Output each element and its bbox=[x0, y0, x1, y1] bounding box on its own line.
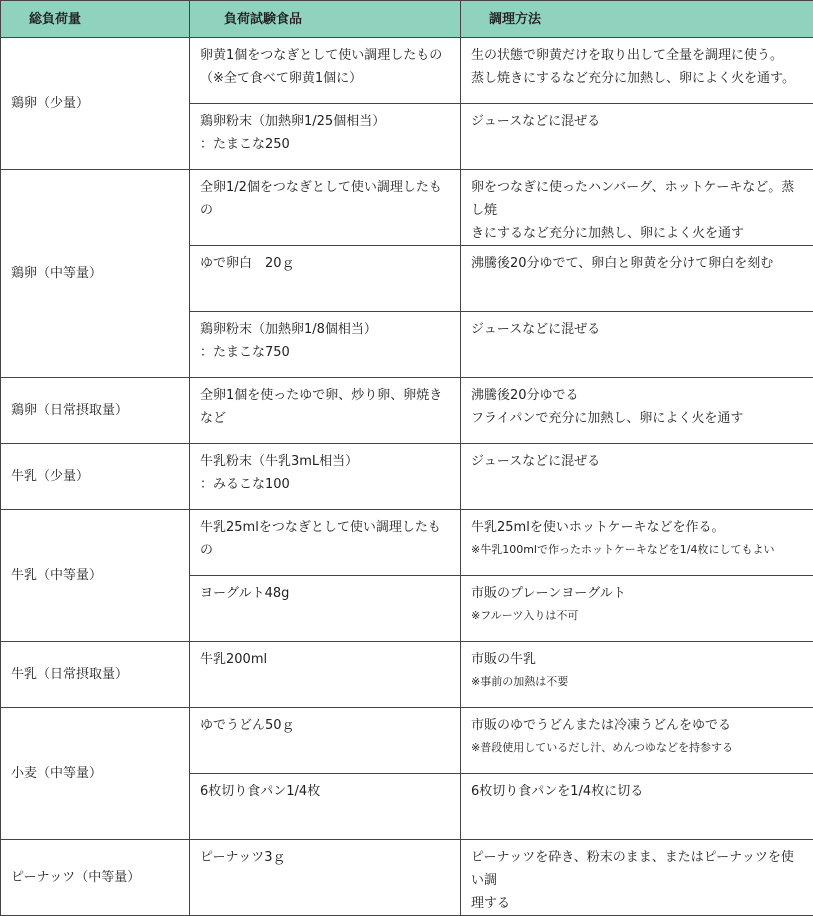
table-row bbox=[1, 444, 813, 510]
test-food-cell bbox=[190, 444, 461, 510]
cooking-method-line: ジュースなどに混ぜる bbox=[471, 318, 805, 341]
category-cell: ピーナッツ（中等量） bbox=[1, 840, 190, 916]
test-food-line: 全卵1/2個をつなぎとして使い調理したも bbox=[200, 176, 452, 199]
header-row bbox=[1, 1, 813, 38]
test-food-line: ：たまこな250 bbox=[200, 133, 452, 156]
cooking-note: ※牛乳100mlで作ったホットケーキなどを1/4枚にしてもよい bbox=[471, 539, 805, 561]
test-food-cell bbox=[190, 38, 461, 104]
table-row bbox=[1, 378, 813, 444]
test-food-line: ：たまこな750 bbox=[200, 341, 452, 364]
test-food-cell bbox=[190, 312, 461, 378]
test-food-line: 全卵1個を使ったゆで卵、炒り卵、卵焼き bbox=[200, 384, 452, 407]
cooking-method-cell bbox=[461, 642, 813, 708]
table-row bbox=[1, 840, 813, 916]
cooking-method-line: ピーナッツを砕き、粉末のまま、またはピーナッツを使い調 bbox=[471, 846, 805, 892]
test-food-cell bbox=[190, 840, 461, 916]
table-row bbox=[1, 510, 813, 576]
cooking-method-cell bbox=[461, 444, 813, 510]
test-food-line: など bbox=[200, 407, 452, 430]
category-cell: 牛乳（中等量） bbox=[1, 510, 190, 642]
test-food-line: 牛乳200ml bbox=[200, 648, 452, 671]
cooking-method-cell bbox=[461, 378, 813, 444]
cooking-method-cell bbox=[461, 312, 813, 378]
cooking-method-cell bbox=[461, 840, 813, 916]
test-food-line: ヨーグルト48g bbox=[200, 582, 452, 605]
test-food-line: 鶏卵粉末（加熱卵1/25個相当） bbox=[200, 110, 452, 133]
test-food-cell bbox=[190, 246, 461, 312]
cooking-method-line: 市販のゆでうどんまたは冷凍うどんをゆでる bbox=[471, 714, 805, 737]
category-cell: 牛乳（日常摂取量） bbox=[1, 642, 190, 708]
test-food-cell bbox=[190, 510, 461, 576]
category-cell: 牛乳（少量） bbox=[1, 444, 190, 510]
table-row bbox=[1, 642, 813, 708]
cooking-method-cell bbox=[461, 708, 813, 774]
test-food-line: ピーナッツ3ｇ bbox=[200, 846, 452, 869]
cooking-note: ※フルーツ入りは不可 bbox=[471, 605, 805, 627]
cooking-method-line: 牛乳25mlを使いホットケーキなどを作る。 bbox=[471, 516, 805, 539]
cooking-note: ※事前の加熱は不要 bbox=[471, 671, 805, 693]
header-total-load: 総負荷量 bbox=[1, 1, 190, 38]
table-body bbox=[1, 38, 813, 916]
test-food-line: （※全て食べて卵黄1個に） bbox=[200, 67, 452, 90]
test-food-line: ゆで卵白 20ｇ bbox=[200, 252, 452, 275]
table-row bbox=[1, 38, 813, 104]
test-food-line: ゆでうどん50ｇ bbox=[200, 714, 452, 737]
test-food-line: 6枚切り食パン1/4枚 bbox=[200, 780, 452, 803]
cooking-method-line: 沸騰後20分ゆでて、卵白と卵黄を分けて卵白を刻む bbox=[471, 252, 805, 275]
category-cell: 鶏卵（中等量） bbox=[1, 170, 190, 378]
cooking-method-line: フライパンで充分に加熱し、卵によく火を通す bbox=[471, 407, 805, 430]
test-food-cell bbox=[190, 774, 461, 840]
cooking-method-line: きにするなど充分に加熱し、卵によく火を通す bbox=[471, 222, 805, 245]
cooking-method-line: 市販の牛乳 bbox=[471, 648, 805, 671]
test-food-line: 牛乳粉末（牛乳3mL相当） bbox=[200, 450, 452, 473]
cooking-method-line: 市販のプレーンヨーグルト bbox=[471, 582, 805, 605]
test-food-cell bbox=[190, 378, 461, 444]
cooking-method-cell bbox=[461, 246, 813, 312]
test-food-cell bbox=[190, 576, 461, 642]
cooking-method-line: 沸騰後20分ゆでる bbox=[471, 384, 805, 407]
test-food-line: 鶏卵粉末（加熱卵1/8個相当） bbox=[200, 318, 452, 341]
category-cell: 小麦（中等量） bbox=[1, 708, 190, 840]
cooking-method-cell bbox=[461, 576, 813, 642]
cooking-method-cell bbox=[461, 104, 813, 170]
cooking-method-line: ジュースなどに混ぜる bbox=[471, 450, 805, 473]
cooking-method-line: 生の状態で卵黄だけを取り出して全量を調理に使う。 bbox=[471, 44, 805, 67]
cooking-method-cell bbox=[461, 774, 813, 840]
test-food-cell bbox=[190, 642, 461, 708]
cooking-method-line: 卵をつなぎに使ったハンバーグ、ホットケーキなど。蒸し焼 bbox=[471, 176, 805, 222]
cooking-method-line: 蒸し焼きにするなど充分に加熱し、卵によく火を通す。 bbox=[471, 67, 805, 90]
cooking-method-line: ジュースなどに混ぜる bbox=[471, 110, 805, 133]
table-row bbox=[1, 170, 813, 246]
table-row bbox=[1, 708, 813, 774]
test-food-line: 卵黄1個をつなぎとして使い調理したもの bbox=[200, 44, 452, 67]
test-food-cell bbox=[190, 104, 461, 170]
cooking-note: ※普段使用しているだし汁、めんつゆなどを持参する bbox=[471, 737, 805, 759]
test-food-line: の bbox=[200, 199, 452, 222]
test-food-cell bbox=[190, 708, 461, 774]
test-food-line: 牛乳25mlをつなぎとして使い調理したもの bbox=[200, 516, 452, 562]
cooking-method-cell bbox=[461, 510, 813, 576]
cooking-method-cell bbox=[461, 170, 813, 246]
cooking-method-line: 6枚切り食パンを1/4枚に切る bbox=[471, 780, 805, 803]
cooking-method-line: 理する bbox=[471, 892, 805, 915]
header-test-food: 負荷試験食品 bbox=[190, 1, 461, 38]
header-cooking-method: 調理方法 bbox=[461, 1, 813, 38]
test-food-line: ：みるこな100 bbox=[200, 473, 452, 496]
category-cell: 鶏卵（日常摂取量） bbox=[1, 378, 190, 444]
test-food-cell bbox=[190, 170, 461, 246]
cooking-method-cell bbox=[461, 38, 813, 104]
category-cell: 鶏卵（少量） bbox=[1, 38, 190, 170]
